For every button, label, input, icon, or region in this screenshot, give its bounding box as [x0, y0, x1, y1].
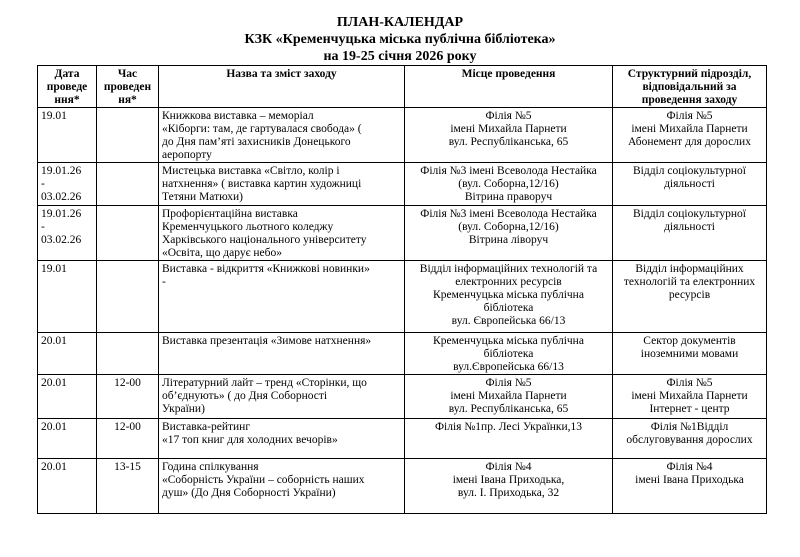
cell-unit-line: Сектор документів [643, 335, 736, 347]
events-table [37, 65, 767, 514]
table-row [38, 108, 767, 163]
cell-place-line: імені Михайла Парнети [450, 390, 567, 402]
cell-unit-line: імені Михайла Парнети [631, 123, 748, 135]
cell-unit-line: Філія №5 [666, 110, 713, 122]
cell-place-line: (вул. Соборна,12/16) [458, 221, 559, 233]
cell-unit-line: ресурсів [668, 289, 711, 301]
cell-date [38, 419, 97, 459]
cell-place-line: Філія №5 [485, 110, 532, 122]
cell-place-line: вул.Європейська 66/13 [453, 361, 564, 373]
cell-date-line: 19.01 [41, 110, 67, 122]
cell-event-line: Мистецька виставка «Світло, колір і [162, 165, 340, 177]
cell-unit-line: Відділ соціокультурної [632, 165, 747, 177]
cell-unit-line: імені Івана Приходька [635, 474, 744, 486]
cell-event-line: Виставка - відкриття «Книжкові новинки» [162, 263, 370, 275]
cell-date [38, 108, 97, 163]
cell-place-line: бібліотека [483, 302, 534, 314]
cell-unit-line: Філія №5 [666, 377, 713, 389]
cell-date [38, 163, 97, 206]
cell-event-line: Кременчуцького льотного коледжу [162, 221, 334, 233]
cell-date-line: 20.01 [41, 461, 67, 473]
cell-date-line: 19.01 [41, 263, 67, 275]
cell-unit-line: технологій та електронних [623, 276, 756, 288]
cell-unit-line: Філія №1Відділ [650, 421, 729, 433]
cell-date-line: 03.02.26 [41, 234, 82, 246]
cell-time-line: 12-00 [114, 377, 141, 389]
cell-event-line: «Освіта, що дарує небо» [162, 247, 283, 259]
cell-place-line: імені Івана Приходька, [452, 474, 565, 486]
cell-event-line: натхнення» ( виставка картин художниці [162, 178, 362, 190]
cell-place [405, 375, 613, 419]
cell-place-line: електронних ресурсів [455, 276, 562, 288]
cell-date [38, 459, 97, 514]
cell-unit-line: Відділ інформаційних [635, 263, 744, 275]
cell-place [405, 206, 613, 261]
cell-unit-line: імені Михайла Парнети [631, 390, 748, 402]
cell-event-line: аеропорту [162, 149, 212, 161]
table-header-row [38, 66, 767, 108]
cell-place-line: (вул. Соборна,12/16) [458, 178, 559, 190]
cell-event-line: до Дня пам’яті захисників Донецького [162, 136, 351, 148]
cell-time-line: 13-15 [114, 461, 141, 473]
cell-place-line: Філія №1пр. Лесі Українки,13 [434, 421, 583, 433]
cell-event-line: Виставка презентація «Зимове натхнення» [162, 335, 372, 347]
cell-unit-line: Філія №4 [666, 461, 713, 473]
cell-event-line: «Кіборги: там, де гартувалася свобода» ( [162, 123, 362, 135]
cell-date-line: - [41, 221, 45, 233]
cell-time-line: 12-00 [114, 421, 141, 433]
cell-unit-line: обслуговування дорослих [626, 434, 753, 446]
cell-event [159, 261, 405, 333]
table-row [38, 419, 767, 459]
cell-date [38, 261, 97, 333]
cell-unit-line: діяльності [664, 221, 715, 233]
cell-date-line: 20.01 [41, 421, 67, 433]
cell-event [159, 459, 405, 514]
cell-place [405, 333, 613, 375]
cell-place-line: Вітрина ліворуч [468, 234, 549, 246]
cell-time [97, 459, 159, 514]
cell-unit [613, 459, 767, 514]
cell-place-line: Відділ інформаційних технологій та [419, 263, 598, 275]
cell-event-line: України) [162, 403, 205, 415]
cell-event-line: «Соборність України – соборність наших [162, 474, 365, 486]
cell-unit [613, 375, 767, 419]
cell-place-line: вул. І. Приходька, 32 [457, 487, 560, 499]
cell-date [38, 206, 97, 261]
cell-event-line: душ» (До Дня Соборності України) [162, 487, 336, 499]
cell-unit-line: іноземними мовами [640, 348, 739, 360]
table-row [38, 163, 767, 206]
cell-unit [613, 419, 767, 459]
cell-place-line: Кременчуцька міська публічна [433, 335, 584, 347]
cell-time [97, 163, 159, 206]
cell-place-line: Філія №3 імені Всеволода Нестайка [420, 208, 597, 220]
cell-event-line: Виставка-рейтинг [162, 421, 251, 433]
cell-place [405, 163, 613, 206]
cell-date-line: 20.01 [41, 335, 67, 347]
cell-unit [613, 108, 767, 163]
table-row [38, 261, 767, 333]
events-table-body [38, 108, 767, 514]
cell-event-line: Літературний лайт – тренд «Сторінки, що [162, 377, 367, 389]
cell-place-line: імені Михайла Парнети [450, 123, 567, 135]
cell-date-line: 20.01 [41, 377, 67, 389]
col-header-place: Місце проведення [405, 66, 613, 108]
cell-unit [613, 261, 767, 333]
col-header-unit: Структурний підрозділ, відповідальний за проведення заходу [613, 66, 767, 108]
cell-place-line: Вітрина праворуч [464, 191, 553, 203]
cell-time [97, 375, 159, 419]
cell-event [159, 108, 405, 163]
organization-name: КЗК «Кременчуцька міська публічна бібліотека» [244, 32, 556, 47]
cell-place-line: бібліотека [483, 348, 534, 360]
table-row [38, 206, 767, 261]
cell-place [405, 108, 613, 163]
cell-event-line: «17 топ книг для холодних вечорів» [162, 434, 338, 446]
cell-date [38, 333, 97, 375]
cell-event [159, 163, 405, 206]
cell-time [97, 333, 159, 375]
cell-date [38, 375, 97, 419]
table-row [38, 375, 767, 419]
cell-event-line: Тетяни Матюхи) [162, 191, 243, 203]
cell-event-line: Харківського національного університету [162, 234, 367, 246]
cell-time [97, 419, 159, 459]
period-label: на 19-25 січня 2026 року [323, 49, 477, 64]
cell-time [97, 108, 159, 163]
cell-place-line: вул. Республіканська, 65 [448, 136, 569, 148]
col-header-event: Назва та зміст заходу [159, 66, 405, 108]
col-header-time: Час проведен ня* [97, 66, 159, 108]
cell-unit-line: Абонемент для дорослих [628, 136, 751, 148]
cell-place [405, 419, 613, 459]
cell-date-line: 03.02.26 [41, 191, 82, 203]
cell-date-line: - [41, 178, 45, 190]
cell-event [159, 419, 405, 459]
cell-event [159, 206, 405, 261]
cell-event-line: Книжкова виставка – меморіал [162, 110, 314, 122]
cell-unit [613, 333, 767, 375]
cell-event-line: Година спілкування [162, 461, 259, 473]
cell-place-line: Філія №5 [485, 377, 532, 389]
cell-place-line: Кременчуцька міська публічна [433, 289, 584, 301]
cell-unit [613, 206, 767, 261]
cell-place-line: вул. Європейська 66/13 [451, 315, 566, 327]
col-header-date: Дата проведе ння* [38, 66, 97, 108]
cell-unit-line: діяльності [664, 178, 715, 190]
cell-unit-line: Відділ соціокультурної [632, 208, 747, 220]
cell-time [97, 261, 159, 333]
cell-place-line: Філія №3 імені Всеволода Нестайка [420, 165, 597, 177]
document-title: ПЛАН-КАЛЕНДАР [336, 15, 464, 30]
cell-event [159, 375, 405, 419]
cell-date-line: 19.01.26 [41, 165, 82, 177]
table-row [38, 459, 767, 514]
table-row [38, 333, 767, 375]
cell-event [159, 333, 405, 375]
cell-event-line: Профорієнтаційна виставка [162, 208, 298, 220]
cell-place [405, 459, 613, 514]
cell-place-line: вул. Республіканська, 65 [448, 403, 569, 415]
cell-event-line: об’єднують» ( до Дня Соборності [162, 390, 328, 402]
cell-place-line: Філія №4 [485, 461, 532, 473]
cell-place [405, 261, 613, 333]
cell-time [97, 206, 159, 261]
cell-unit [613, 163, 767, 206]
cell-event-line: - [162, 276, 166, 288]
cell-date-line: 19.01.26 [41, 208, 82, 220]
cell-unit-line: Інтернет - центр [649, 403, 730, 415]
